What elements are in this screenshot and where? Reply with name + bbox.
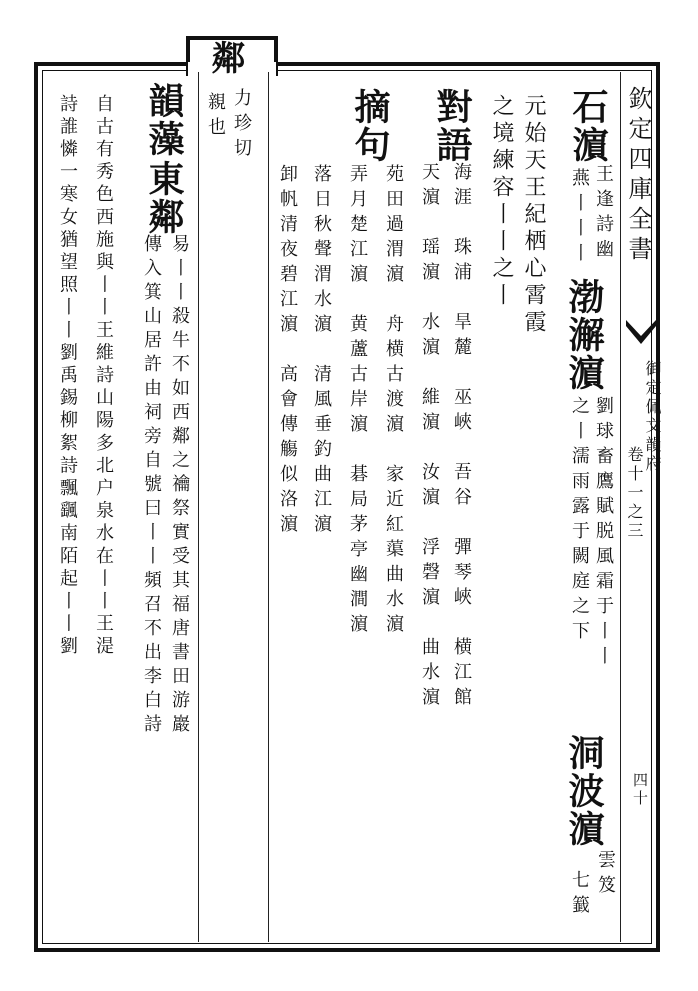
entry-heading: 渤澥濵 [563, 278, 605, 392]
entry-heading: 石濵 [567, 88, 609, 164]
text-column: 元始天王紀栖心霄霞 [521, 94, 546, 337]
entry-text: 之丨濡雨露于闕庭之下 [569, 396, 590, 646]
text-column: 之境練容丨丨之丨 [489, 94, 514, 310]
entry-heading: 洞波濵 [563, 734, 605, 848]
section-heading: 韻藻 [143, 82, 185, 158]
text-column: 卸帆清夜碧江濵 高會傳觴似洛濵 [277, 164, 298, 539]
text-column: 海涯 珠浦 旱麓 巫峽 吾谷 彈琴峽 横江館 [451, 162, 472, 712]
text-column: 詩誰憐一寒女猶望照丨丨劉禹錫柳絮詩飄颻南陌起丨丨劉 [57, 94, 78, 659]
entry-text: 王逢詩幽 [593, 164, 614, 264]
pronunciation-note: 力珍切 [231, 88, 252, 163]
text-column: 易丨丨殺牛不如西鄰之禴祭實受其福唐書田游巖 [169, 234, 190, 738]
rhyme-character: 鄰 [205, 40, 245, 76]
section-title: 御定佩文韻府 [643, 360, 662, 474]
entry-text: 七籖 [569, 870, 590, 920]
entry-text: 劉球畜鷹賦脱風霜于丨丨 [593, 396, 614, 671]
text-column: 自古有秀色西施與丨丨王維詩山陽多北户泉水在丨丨王湜 [93, 94, 114, 659]
text-column: 傳入箕山居許由祠旁自號曰丨丨頻召不出李白詩 [141, 234, 162, 738]
text-column: 天濵 瑶濵 水濵 維濵 汝濵 浮磬濵 曲水濵 [419, 162, 440, 712]
book-title: 欽定四庫全書 [624, 86, 652, 266]
column-rule [198, 72, 199, 942]
folio-number: 四十 [631, 772, 649, 808]
definition-note: 親也 [205, 92, 226, 142]
entry-text: 雲笈 [595, 850, 616, 900]
section-heading: 摘句 [349, 88, 391, 164]
entry-heading: 東鄰 [143, 160, 185, 236]
column-rule [268, 72, 269, 942]
volume-label: 卷十一之三 [625, 446, 644, 541]
section-heading: 對語 [431, 88, 473, 164]
entry-text: 燕丨丨丨 [569, 168, 590, 268]
text-column: 苑田過渭濵 舟横古渡濵 家近紅蕖曲水濵 [383, 164, 404, 639]
text-column: 落日秋聲渭水濵 清風垂釣曲江濵 [311, 164, 332, 539]
margin-rule [620, 72, 621, 942]
text-column: 弄月楚江濵 黄蘆古岸濵 碁局茅亭幽澗濵 [347, 164, 368, 639]
fish-tail-mark-icon [624, 318, 658, 354]
